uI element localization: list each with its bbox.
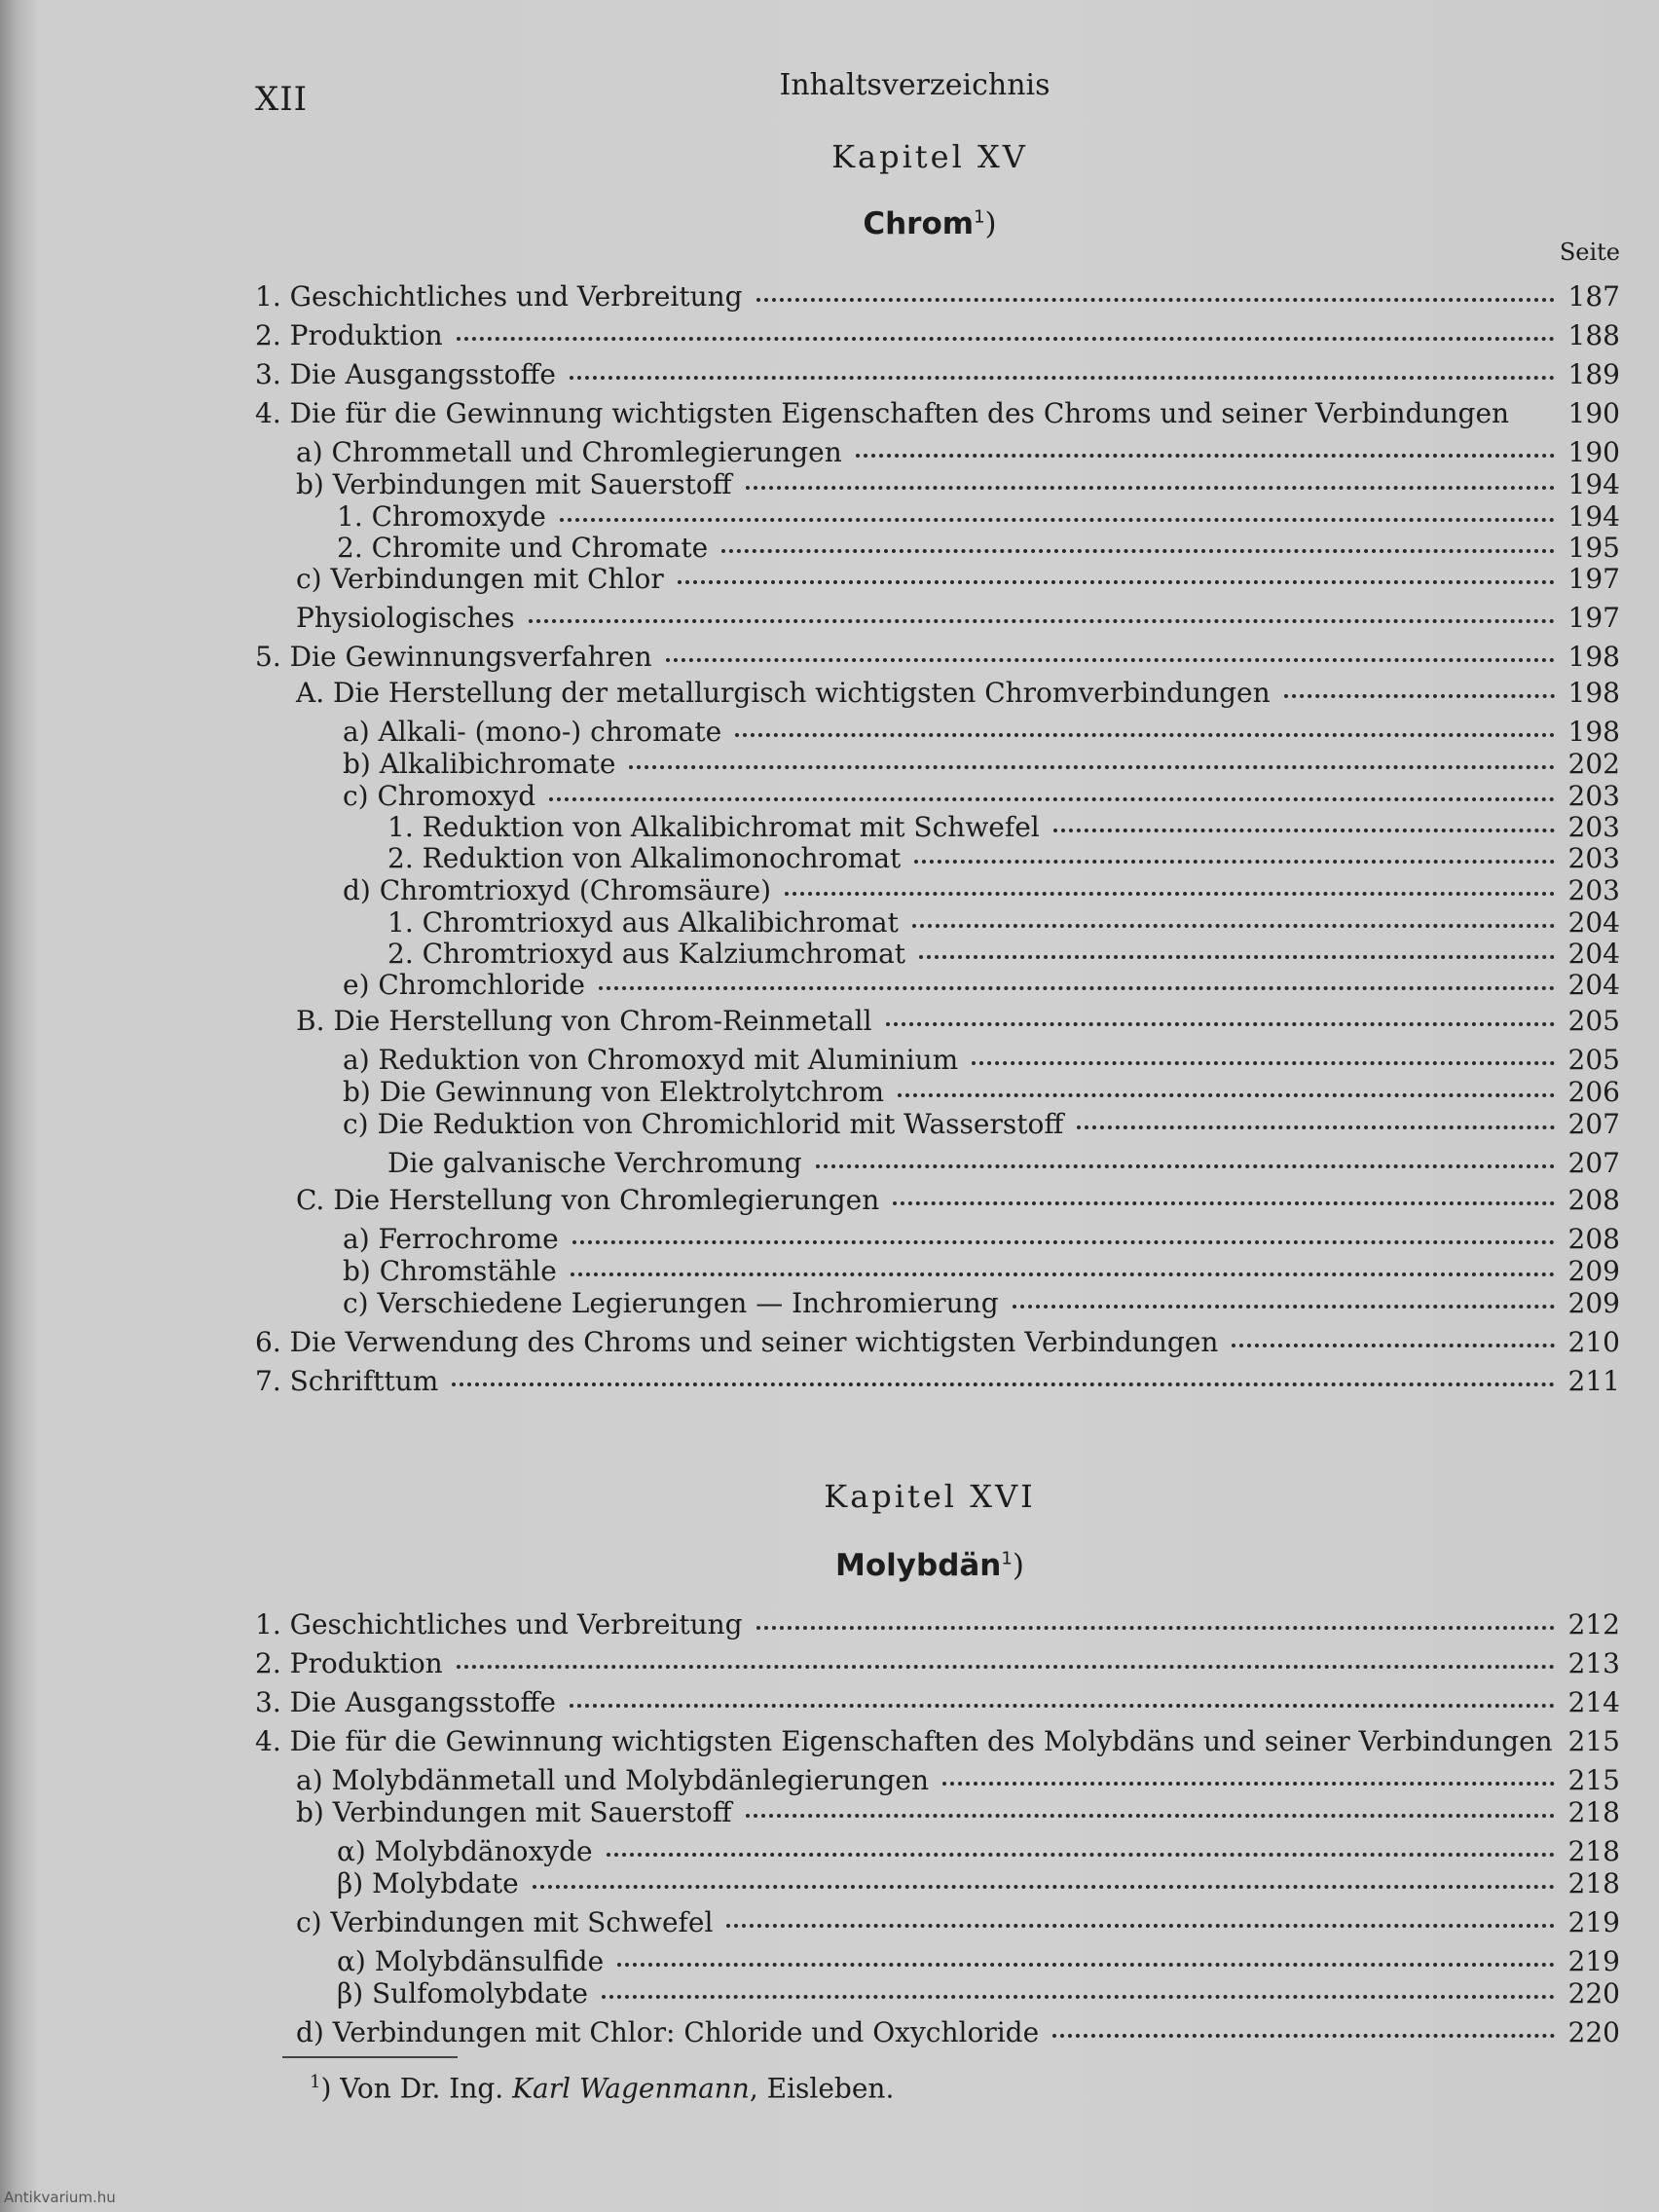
running-title: Inhaltsverzeichnis: [779, 68, 1051, 102]
footnote-ref: 1: [1001, 1548, 1013, 1569]
chapter-16-label: Kapitel XVI: [824, 1478, 1036, 1515]
leader-dots: [529, 618, 1555, 623]
toc-chapter-16: [255, 1608, 1620, 2055]
toc-entry-title: a) Reduktion von Chromoxyd mit Aluminium: [343, 1044, 959, 1076]
toc-entry-page: 204: [1567, 938, 1620, 970]
toc-entry-page: 187: [1567, 280, 1620, 313]
toc-entry: [255, 1906, 1620, 1945]
toc-entry-title: b) Verbindungen mit Sauerstoff: [296, 1796, 732, 1828]
footnote-ref: 1: [974, 206, 985, 228]
footnote: $^1$) Von Dr. Ing. Karl Wagenmann, Eisleben.: [310, 2072, 895, 2105]
toc-entry-page: 209: [1567, 1287, 1620, 1319]
toc-entry: [255, 1255, 1620, 1287]
leader-dots: [678, 579, 1555, 584]
toc-entry-title: 5. Die Gewinnungsverfahren: [255, 641, 652, 673]
toc-entry-title: 1. Chromtrioxyd aus Alkalibichromat: [387, 906, 899, 939]
leader-dots: [457, 1664, 1555, 1669]
toc-entry: [255, 1326, 1620, 1365]
page-number: XII: [255, 80, 309, 119]
leader-dots: [942, 1781, 1555, 1786]
toc-entry-title: a) Alkali- (mono-) chromate: [343, 716, 722, 748]
toc-entry-title: Physiologisches: [296, 602, 515, 634]
toc-entry-title: 4. Die für die Gewinnung wichtigsten Eigenschaften des Molybdäns und seiner Verbindungen: [255, 1725, 1553, 1757]
toc-entry-page: 207: [1567, 1108, 1620, 1140]
toc-entry-title: β) Sulfomolybdate: [337, 1977, 588, 2009]
toc-entry: [255, 1686, 1620, 1725]
toc-entry-title: c) Verbindungen mit Chlor: [296, 563, 664, 595]
toc-entry-title: b) Alkalibichromate: [343, 748, 616, 780]
toc-entry-page: 205: [1567, 1005, 1620, 1037]
leader-dots: [617, 1962, 1554, 1967]
toc-entry: [255, 780, 1620, 811]
leader-dots: [1013, 1304, 1555, 1309]
leader-dots: [570, 375, 1555, 380]
toc-chapter-15: [255, 280, 1620, 1404]
toc-entry-page: 204: [1567, 969, 1620, 1001]
toc-entry-page: 203: [1567, 842, 1620, 874]
toc-entry: [255, 811, 1620, 842]
leader-dots: [1232, 1343, 1554, 1347]
toc-entry-page: 202: [1567, 748, 1620, 780]
toc-entry-page: 208: [1567, 1184, 1620, 1216]
leader-dots: [1052, 2033, 1554, 2038]
toc-entry-page: 198: [1567, 641, 1620, 673]
toc-entry: [255, 1108, 1620, 1147]
toc-entry-page: 198: [1567, 677, 1620, 709]
toc-entry-title: d) Verbindungen mit Chlor: Chloride und Oxychloride: [296, 2016, 1040, 2048]
toc-entry: [255, 1835, 1620, 1867]
leader-dots: [746, 1813, 1555, 1818]
toc-entry-title: 1. Reduktion von Alkalibichromat mit Schwefel: [387, 811, 1040, 843]
leader-dots: [756, 297, 1555, 302]
leader-dots: [629, 764, 1554, 769]
toc-entry-title: A. Die Herstellung der metallurgisch wichtigsten Chromverbindungen: [296, 677, 1271, 709]
toc-entry: [255, 842, 1620, 874]
toc-entry-title: β) Molybdate: [337, 1867, 519, 1899]
toc-entry-page: 203: [1567, 780, 1620, 812]
leader-dots: [735, 732, 1554, 737]
leader-dots: [746, 485, 1555, 490]
toc-entry: [255, 1076, 1620, 1108]
leader-dots: [602, 1994, 1555, 1999]
toc-entry-page: 211: [1567, 1365, 1620, 1397]
toc-entry-page: 219: [1567, 1906, 1620, 1938]
toc-entry-title: 2. Chromtrioxyd aus Kalziumchromat: [387, 938, 906, 970]
toc-entry-title: 3. Die Ausgangsstoffe: [255, 1686, 556, 1718]
toc-entry-page: 212: [1567, 1608, 1620, 1641]
toc-entry: [255, 280, 1620, 319]
toc-entry-page: 215: [1567, 1764, 1620, 1796]
toc-entry-title: Die galvanische Verchromung: [387, 1147, 802, 1179]
toc-entry-page: 197: [1567, 602, 1620, 634]
leader-dots: [816, 1163, 1555, 1168]
toc-entry-page: 208: [1567, 1223, 1620, 1255]
toc-entry-title: 6. Die Verwendung des Chroms und seiner wichtigsten Verbindungen: [255, 1326, 1219, 1358]
chapter-16-title: Molybdän$^1$): [835, 1548, 1024, 1583]
toc-entry-page: 189: [1567, 358, 1620, 390]
toc-entry-page: 220: [1567, 1977, 1620, 2009]
toc-entry: [255, 1287, 1620, 1326]
toc-entry-title: c) Verbindungen mit Schwefel: [296, 1906, 714, 1938]
toc-entry: [255, 1764, 1620, 1796]
toc-entry-page: 195: [1567, 532, 1620, 564]
toc-entry-page: 218: [1567, 1867, 1620, 1899]
toc-entry-title: 3. Die Ausgangsstoffe: [255, 358, 556, 390]
leader-dots: [1077, 1124, 1554, 1129]
leader-dots: [856, 453, 1555, 458]
toc-entry: [255, 532, 1620, 563]
toc-entry-title: 2. Reduktion von Alkalimonochromat: [387, 842, 902, 874]
toc-entry-title: α) Molybdänsulfide: [337, 1945, 605, 1977]
chapter-15-label: Kapitel XV: [831, 138, 1028, 175]
toc-entry-title: 4. Die für die Gewinnung wichtigsten Eigenschaften des Chroms und seiner Verbindungen: [255, 397, 1510, 429]
toc-entry-page: 204: [1567, 906, 1620, 939]
toc-entry-page: 210: [1567, 1326, 1620, 1358]
toc-entry-page: 197: [1567, 563, 1620, 595]
toc-entry-title: b) Chromstähle: [343, 1255, 557, 1287]
running-head: [0, 68, 1659, 127]
toc-entry-page: 205: [1567, 1044, 1620, 1076]
toc-entry: [255, 1223, 1620, 1255]
leader-dots: [560, 517, 1555, 522]
leader-dots: [666, 657, 1555, 662]
toc-entry: [255, 906, 1620, 938]
toc-entry: [255, 319, 1620, 358]
toc-entry-page: 220: [1567, 2016, 1620, 2048]
toc-entry-page: 219: [1567, 1945, 1620, 1977]
toc-entry-page: 218: [1567, 1835, 1620, 1867]
toc-entry-title: C. Die Herstellung von Chromlegierungen: [296, 1184, 880, 1216]
leader-dots: [898, 1092, 1555, 1097]
toc-entry: [255, 641, 1620, 677]
toc-entry: [255, 1365, 1620, 1404]
toc-entry: [255, 716, 1620, 748]
leader-dots: [570, 1703, 1555, 1708]
toc-entry: [255, 1147, 1620, 1184]
toc-entry-page: 213: [1567, 1647, 1620, 1679]
leader-dots: [457, 336, 1555, 341]
leader-dots: [599, 985, 1555, 990]
leader-dots: [607, 1852, 1555, 1857]
toc-entry: [255, 1945, 1620, 1977]
leader-dots: [785, 891, 1555, 896]
toc-entry-title: B. Die Herstellung von Chrom-Reinmetall: [296, 1005, 872, 1037]
leader-dots: [919, 954, 1554, 959]
leader-dots: [1284, 693, 1555, 698]
leader-dots: [756, 1625, 1555, 1630]
leader-dots: [972, 1060, 1554, 1065]
watermark: Antikvarium.hu: [4, 2189, 116, 2206]
toc-entry-title: c) Die Reduktion von Chromichlorid mit Wasserstoff: [343, 1108, 1064, 1140]
toc-entry: [255, 1977, 1620, 2016]
leader-dots: [893, 1200, 1554, 1205]
leader-dots: [549, 796, 1554, 801]
toc-entry-page: 207: [1567, 1147, 1620, 1179]
toc-entry-page: 188: [1567, 319, 1620, 351]
leader-dots: [726, 1923, 1554, 1928]
toc-entry-title: c) Chromoxyd: [343, 780, 536, 812]
toc-entry-page: 203: [1567, 874, 1620, 906]
toc-entry-page: 203: [1567, 811, 1620, 843]
leader-dots: [912, 923, 1555, 928]
leader-dots: [572, 1239, 1555, 1244]
leader-dots: [914, 859, 1554, 864]
toc-entry-title: d) Chromtrioxyd (Chromsäure): [343, 874, 772, 906]
toc-entry-page: 194: [1567, 500, 1620, 533]
toc-entry: [255, 436, 1620, 468]
toc-entry-title: a) Chrommetall und Chromlegierungen: [296, 436, 842, 468]
toc-entry: [255, 1647, 1620, 1686]
toc-entry: [255, 677, 1620, 716]
toc-entry-page: 190: [1567, 436, 1620, 468]
chapter-15-title: Chrom$^1$): [863, 206, 997, 241]
toc-entry-title: 1. Geschichtliches und Verbreitung: [255, 280, 743, 313]
toc-entry-page: 206: [1567, 1076, 1620, 1108]
leader-dots: [721, 548, 1554, 553]
toc-entry-title: a) Molybdänmetall und Molybdänlegierungen: [296, 1764, 929, 1796]
toc-entry-title: α) Molybdänoxyde: [337, 1835, 593, 1867]
toc-entry: [255, 1044, 1620, 1076]
toc-entry-page: 215: [1567, 1725, 1620, 1757]
leader-dots: [452, 1382, 1554, 1386]
toc-entry-title: 1. Geschichtliches und Verbreitung: [255, 1608, 743, 1641]
toc-entry: [255, 1725, 1620, 1764]
toc-entry-title: b) Die Gewinnung von Elektrolytchrom: [343, 1076, 885, 1108]
toc-entry-title: 7. Schrifttum: [255, 1365, 439, 1397]
toc-entry-title: 2. Produktion: [255, 319, 443, 351]
toc-entry-page: 190: [1567, 397, 1620, 429]
footnote-author: Karl Wagenmann: [512, 2072, 750, 2105]
toc-entry-title: c) Verschiedene Legierungen — Inchromierung: [343, 1287, 999, 1319]
footnote-rule: [282, 2056, 458, 2058]
toc-entry: [255, 397, 1620, 436]
toc-entry-title: 1. Chromoxyde: [337, 500, 546, 533]
toc-entry-title: 2. Produktion: [255, 1647, 443, 1679]
toc-entry: [255, 1005, 1620, 1044]
toc-entry: [255, 602, 1620, 641]
leader-dots: [533, 1884, 1555, 1889]
toc-entry-page: 198: [1567, 716, 1620, 748]
toc-entry: [255, 500, 1620, 532]
seite-label: Seite: [1559, 239, 1620, 266]
toc-entry: [255, 1867, 1620, 1906]
toc-entry: [255, 1608, 1620, 1647]
toc-entry-title: a) Ferrochrome: [343, 1223, 559, 1255]
leader-dots: [886, 1021, 1555, 1026]
toc-entry: [255, 874, 1620, 906]
toc-entry-page: 194: [1567, 468, 1620, 500]
leader-dots: [571, 1272, 1555, 1276]
toc-entry-page: 214: [1567, 1686, 1620, 1718]
toc-entry: [255, 938, 1620, 969]
toc-entry-title: 2. Chromite und Chromate: [337, 532, 709, 564]
toc-entry-page: 218: [1567, 1796, 1620, 1828]
toc-entry: [255, 1184, 1620, 1223]
toc-entry: [255, 748, 1620, 780]
toc-entry: [255, 2016, 1620, 2055]
toc-entry: [255, 358, 1620, 397]
toc-entry-title: e) Chromchloride: [343, 969, 586, 1001]
toc-entry: [255, 468, 1620, 500]
toc-entry-title: b) Verbindungen mit Sauerstoff: [296, 468, 732, 500]
toc-entry: [255, 563, 1620, 602]
toc-entry: [255, 1796, 1620, 1835]
toc-entry: [255, 969, 1620, 1005]
toc-entry-page: 209: [1567, 1255, 1620, 1287]
leader-dots: [1053, 828, 1555, 832]
